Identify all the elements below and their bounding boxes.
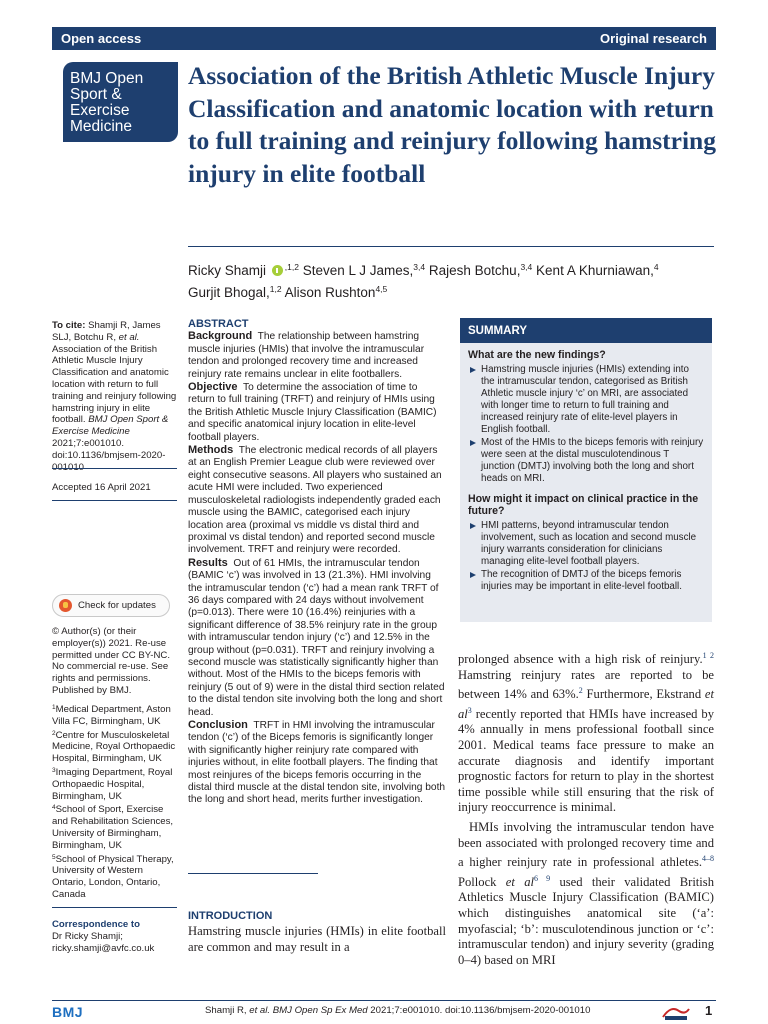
check-updates-label: Check for updates <box>78 600 156 611</box>
affiliations <box>52 702 177 901</box>
introduction-heading: INTRODUCTION <box>188 910 273 922</box>
correspondence-name: Dr Ricky Shamji; <box>52 930 123 942</box>
abstract-background: Background The relationship between hamstring muscle injuries (HMIs) that involve the intramuscular tendon and prolonged recovery time and increased reinjury rate remains unclear in elite footballers. <box>188 330 425 380</box>
affiliation-item: $^5$School of Physical Therapy, University of Western Ontario, London, Ontario, Canada <box>52 853 174 900</box>
body-text <box>458 648 714 968</box>
citation-block <box>52 320 177 473</box>
correspondence-email[interactable]: ricky.shamji@avfc.co.uk <box>52 942 155 954</box>
author-name[interactable]: Ricky Shamji <box>188 263 267 278</box>
journal-logo-line-1: BMJ Open <box>70 70 144 87</box>
citation-label: To cite: <box>52 320 86 331</box>
summary-item: Hamstring muscle injuries (HMIs) extending into the intramuscular tendon, categorised as British Athletic muscle injury ‘c’ on MRI, are associated with longer time to return to full training and increased reinjury rate of elite-level players in English football. <box>468 364 704 436</box>
abstract-objective: Objective To determine the association of time to return to full training (TRFT) and reinjury of HMIs using the British Athletic Muscle Injury Classification (BAMIC) and specific anatomical injury location in elite-level football players. <box>188 381 437 443</box>
affiliation-item: $^1$Medical Department, Aston Villa FC, Birmingham, UK <box>52 704 171 727</box>
summary-question: How might it impact on clinical practice in the future? <box>468 492 699 517</box>
summary-heading: SUMMARY <box>460 318 712 343</box>
abstract-results: Results Out of 61 HMIs, the intramuscular tendon (BAMIC ‘c’) was involved in 13 (21.3%). HMI involving the intramuscular tendon (‘c’) had a mean rank TRFT of 36 days compared with 24 days without involvement (p=0.013). There were 10 (16.4%) reinjuries with a significant difference of 38.5% reinjury rate in the group with intramuscular tendon injury (‘c’) and 12.5% in the group without (p=0.031). TRFT and reinjury involving a second muscle was statistically significantly higher than without. Most of the HMIs to the biceps femoris with reinjury (5 out of 9) were in the distal third section related to the distal tendon site involving both the long and short head. <box>188 556 445 718</box>
bmj-logo: BMJ <box>52 1004 84 1020</box>
author-affil: ,1,2 <box>284 262 299 272</box>
orcid-icon[interactable] <box>272 265 283 276</box>
body-paragraph: prolonged absence with a high risk of reinjury.$^{1 2}$ Hamstring reinjury rates are reported to be between 14% and 63%.$^2$ Furthermore, Ekstrand et $al^3$ recently reported that HMIs have increased by 4% annually in mens professional football since 2001. Medical teams face pressure to make an accurate diagnosis and identify important prognostic factors for return to play in the shortest time possible while still ensuring that the risk of injury reoccurrence is minimal. <box>458 651 715 815</box>
reference-link[interactable]: 2 <box>578 686 583 696</box>
summary-question: What are the new findings? <box>468 349 606 361</box>
correspondence-label: Correspondence to <box>52 919 140 930</box>
summary-box <box>460 318 712 622</box>
sidebar-divider <box>52 907 177 908</box>
author-affil: 3,4 <box>413 262 426 272</box>
author-affil: 4,5 <box>375 284 388 294</box>
article-title: Association of the British Athletic Muscle Injury Classification and anatomic location with return to full training and reinjury following hamstring injury in elite football <box>188 61 716 188</box>
journal-logo-line-4: Medicine <box>70 118 133 135</box>
citation-etal: et al. <box>118 331 140 343</box>
citation-journal: BMJ Open Sport & Exercise Medicine <box>52 414 169 438</box>
affiliation-item: $^2$Centre for Musculoskeletal Medicine, Royal Orthopaedic Hospital, Birmingham, UK <box>52 729 176 765</box>
citation-text: Shamji R, James SLJ, Botchu R, <box>52 320 161 343</box>
author-name[interactable]: Steven L J James, <box>302 263 414 278</box>
author-name[interactable]: Kent A Khurniawan, <box>536 263 654 278</box>
abstract-methods: Methods The electronic medical records of all players at an English Premier League club were reviewed over eight consecutive seasons. All players who sustained an acute HMI were included. Two experienced musculoskeletal radiologists independently graded each muscle using the BAMIC, categorised each injury location area (proximal vs middle vs distal third and proximal vs distal tendon) and reported second muscle involvement. TRFT and reinjury were recorded. <box>188 444 442 556</box>
copyright-notice: © Author(s) (or their employer(s)) 2021. Re-use permitted under CC BY-NC. No commercial re-use. See rights and permissions. Published by BMJ. <box>52 626 171 696</box>
check-updates-icon <box>59 599 72 612</box>
citation-doi[interactable]: 2021;7:e001010. doi:10.1136/bmjsem-2020- <box>52 437 166 461</box>
summary-item: Most of the HMIs to the biceps femoris with reinjury were seen at the distal musculotendinous T junction (DMTJ) involving both the long and short heads on MRI. <box>468 437 704 485</box>
affiliation-item: $^4$School of Sport, Exercise and Rehabilitation Sciences, University of Birmingham, Birmingham, UK <box>52 804 174 851</box>
reference-link[interactable]: 3 <box>467 705 472 715</box>
affiliation-item: $^3$Imaging Department, Royal Orthopaedic Hospital, Birmingham, UK <box>52 766 173 802</box>
author-affil: 4 <box>653 262 659 272</box>
author-name[interactable]: Alison Rushton <box>284 285 376 300</box>
reference-link[interactable]: 6 9 <box>534 873 551 883</box>
reference-link[interactable]: 4–8 <box>702 854 714 864</box>
author-name[interactable]: Gurjit Bhogal, <box>188 285 270 300</box>
article-type-label: Original research <box>600 31 707 46</box>
author-list <box>188 258 718 302</box>
journal-logo-line-2: Sport & <box>70 86 122 103</box>
abstract-divider <box>188 873 318 874</box>
citation-text: Association of the British Athletic Muscle Injury Classification and anatomic location with return to full training and reinjury following hamstring injury in elite football. <box>52 343 177 426</box>
reference-link[interactable]: 1 2 <box>702 651 715 660</box>
open-access-label: Open access <box>61 31 142 46</box>
author-affil: 3,4 <box>520 262 533 272</box>
basem-logo-icon <box>661 1003 691 1021</box>
sidebar-divider <box>52 468 177 469</box>
abstract-heading: ABSTRACT <box>188 318 249 330</box>
abstract-conclusion: Conclusion TRFT in HMI involving the intramuscular tendon (‘c’) of the Biceps femoris is significantly longer with significantly higher reinjury rate compared with injuries without, in elite football players. The finding that most reinjures of the biceps femoris occurring in the distal third muscle at the distal tendon site, involving both the long and short head, merits further investigation. <box>188 719 446 806</box>
correspondence <box>52 919 177 954</box>
author-name[interactable]: Rajesh Botchu, <box>428 263 521 278</box>
journal-logo <box>63 62 178 142</box>
summary-item: HMI patterns, beyond intramuscular tendon involvement, such as location and second muscle injury warrants consideration for clinicians managing elite-level football players. <box>468 520 704 568</box>
body-paragraph: HMIs involving the intramuscular tendon have been associated with prolonged recovery time and a higher reinjury rate in professional athletes.$^{4-8}$ Pollock et $al^{6 9}$ used their validated British Athletics Muscle Injury Classification (BAMIC) which distinguishes anatomical site (‘a’: myofascial; ‘b’: musculotendinous junction or ‘c’: intramuscular tendon) and injury severity (grading 0–4) based on MRI <box>458 819 715 967</box>
footer-citation: Shamji R, et al. BMJ Open Sp Ex Med 2021;7:e001010. doi:10.1136/bmjsem-2020-001010 <box>205 1005 591 1016</box>
check-for-updates-button[interactable] <box>52 594 170 617</box>
journal-logo-line-3: Exercise <box>70 102 130 119</box>
summary-item: The recognition of DMTJ of the biceps femoris injuries may be important in elite-level football. <box>468 569 704 593</box>
abstract <box>188 318 446 807</box>
author-affil: 1,2 <box>269 284 282 294</box>
title-divider <box>188 246 714 247</box>
accepted-date: Accepted 16 April 2021 <box>52 482 151 493</box>
footer-divider <box>52 1000 716 1001</box>
sidebar-divider <box>52 500 177 501</box>
introduction-text: Hamstring muscle injuries (HMIs) in elite football are common and may result in a <box>188 924 446 954</box>
top-banner <box>52 27 716 50</box>
page-number: 1 <box>705 1003 713 1018</box>
